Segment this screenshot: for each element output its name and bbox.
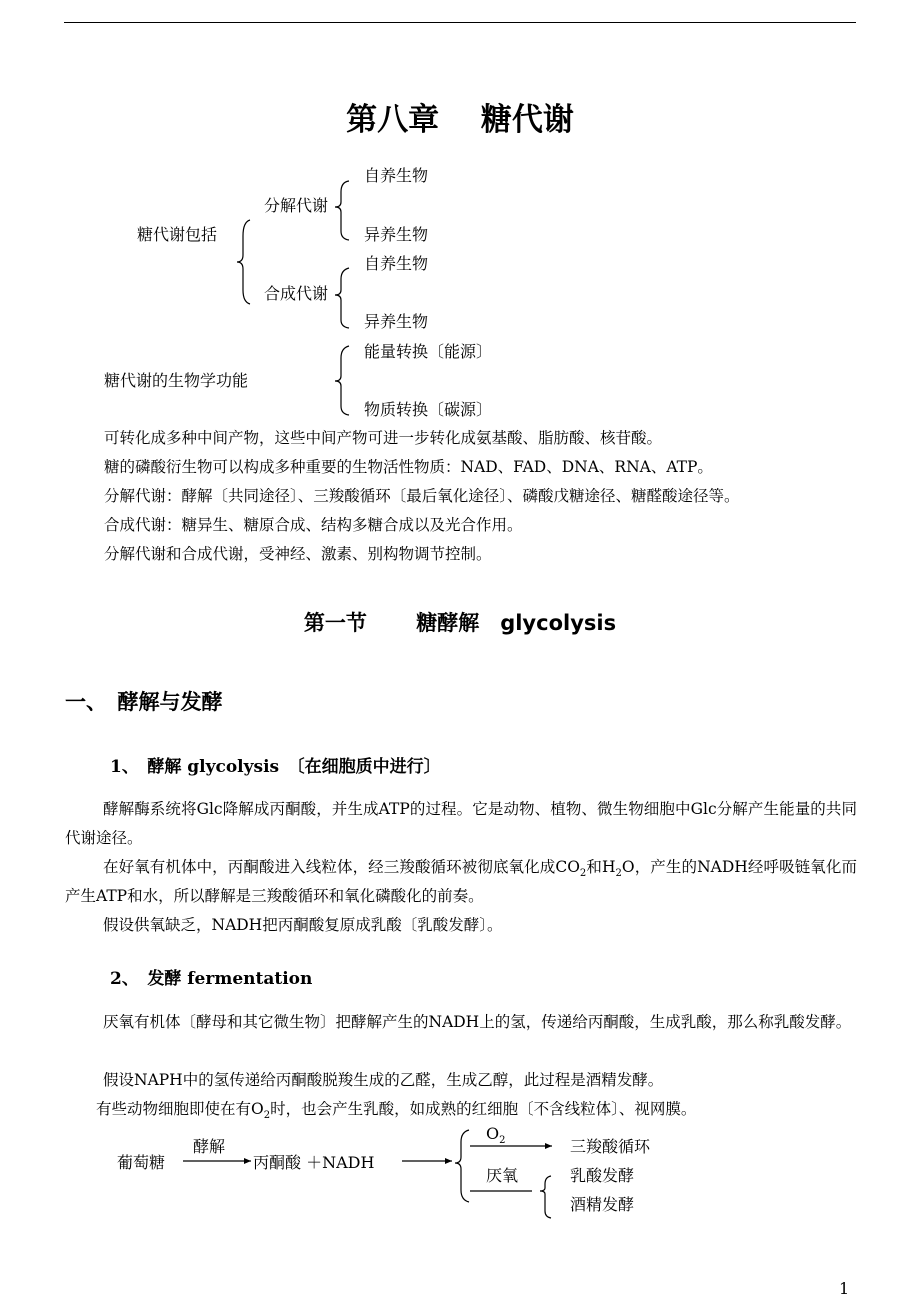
- flow-glycolysis-label: 酵解: [193, 1137, 226, 1156]
- paragraph-4: 厌氧有机体〔酵母和其它微生物〕把酵解产生的NADH上的氢，传递给丙酮酸，生成乳酸，那么称乳酸发酵。: [103, 1013, 852, 1031]
- overview-function-1: 能量转换〔能源〕: [364, 342, 493, 361]
- subheading-1: 1、 酵解 glycolysis 〔在细胞质中进行〕: [110, 757, 441, 777]
- overview-catabolism-label: 分解代谢: [264, 196, 329, 215]
- flow-pyruvate: 丙酮酸 ＋NADH: [253, 1153, 375, 1172]
- brace-root: [237, 220, 250, 304]
- paragraph-2-part: 和H: [586, 858, 616, 876]
- overview-root-label: 糖代谢包括: [137, 225, 218, 244]
- intro-line: 糖的磷酸衍生物可以构成多种重要的生物活性物质：NAD、FAD、DNA、RNA、ATP。: [104, 458, 713, 476]
- intro-line: 合成代谢：糖异生、糖原合成、结构多糖合成以及光合作用。: [104, 516, 523, 534]
- paragraph-1: 酵解酶系统将Glc降解成丙酮酸，并生成ATP的过程。它是动物、植物、微生物细胞中Glc分解产生能量的共同代谢途径。: [65, 800, 857, 847]
- chapter-title: 第八章 糖代谢: [346, 102, 574, 138]
- flow-diagram: [0, 1120, 920, 1230]
- paragraph-2-part: O，产生的NADH经呼吸链氧化而产生ATP和水，所以酵解是三羧酸循环和氧化磷酸化的前奏。: [65, 858, 857, 905]
- overview-function-label: 糖代谢的生物学功能: [104, 371, 249, 390]
- subscript: 2: [263, 1110, 271, 1122]
- overview-function-2: 物质转换〔碳源〕: [364, 400, 493, 419]
- subheading-2: 2、 发酵 fermentation: [110, 969, 313, 989]
- section-title: 第一节 糖酵解 glycolysis: [303, 611, 617, 635]
- overview-heterotroph-1: 异养生物: [364, 225, 429, 244]
- intro-lines: [104, 424, 740, 569]
- heading-1: 一、 酵解与发酵: [65, 690, 223, 714]
- paragraph-3: 假设供氧缺乏，NADH把丙酮酸复原成乳酸〔乳酸发酵〕。: [103, 916, 503, 934]
- subscript: 2: [615, 868, 622, 880]
- brace-anabolism: [335, 268, 349, 328]
- brace-anaerobic: [540, 1176, 551, 1218]
- brace-catabolism: [335, 181, 349, 240]
- paragraph-2: [65, 853, 857, 911]
- flow-anaerobic-label: 厌氧: [486, 1166, 519, 1185]
- brace-function: [335, 346, 349, 415]
- intro-line: 分解代谢和合成代谢，受神经、激素、别构物调节控制。: [104, 545, 492, 563]
- overview-heterotroph-2: 异养生物: [364, 312, 429, 331]
- flow-o2-text: O: [486, 1124, 500, 1143]
- intro-line: 可转化成多种中间产物，这些中间产物可进一步转化成氨基酸、脂肪酸、核苷酸。: [104, 429, 663, 447]
- overview-anabolism-label: 合成代谢: [264, 284, 329, 303]
- brace-branch: [455, 1130, 469, 1202]
- page-number: 1: [839, 1279, 850, 1298]
- paragraph-6-part: 时，也会产生乳酸，如成熟的红细胞〔不含线粒体〕、视网膜。: [270, 1100, 697, 1118]
- intro-line: 分解代谢：酵解〔共同途径〕、三羧酸循环〔最后氧化途径〕、磷酸戊糖途径、糖醛酸途径等。: [104, 487, 740, 505]
- overview-autotroph-2: 自养生物: [364, 254, 429, 273]
- flow-lactic: 乳酸发酵: [570, 1166, 635, 1185]
- paragraph-2-part: 在好氧有机体中，丙酮酸进入线粒体，经三羧酸循环被彻底氧化成CO: [103, 858, 580, 876]
- flow-glucose: 葡萄糖: [117, 1153, 166, 1172]
- overview-autotroph-1: 自养生物: [364, 166, 429, 185]
- flow-tca: 三羧酸循环: [570, 1137, 651, 1156]
- subscript: 2: [499, 1135, 506, 1147]
- paragraph-5: 假设NAPH中的氢传递给丙酮酸脱羧生成的乙醛，生成乙醇，此过程是酒精发酵。: [103, 1071, 664, 1089]
- subscript: 2: [579, 868, 587, 880]
- paragraph-6-part: 有些动物细胞即使在有O: [96, 1100, 264, 1118]
- overview-braces: [0, 0, 920, 440]
- flow-alcohol: 酒精发酵: [570, 1195, 635, 1214]
